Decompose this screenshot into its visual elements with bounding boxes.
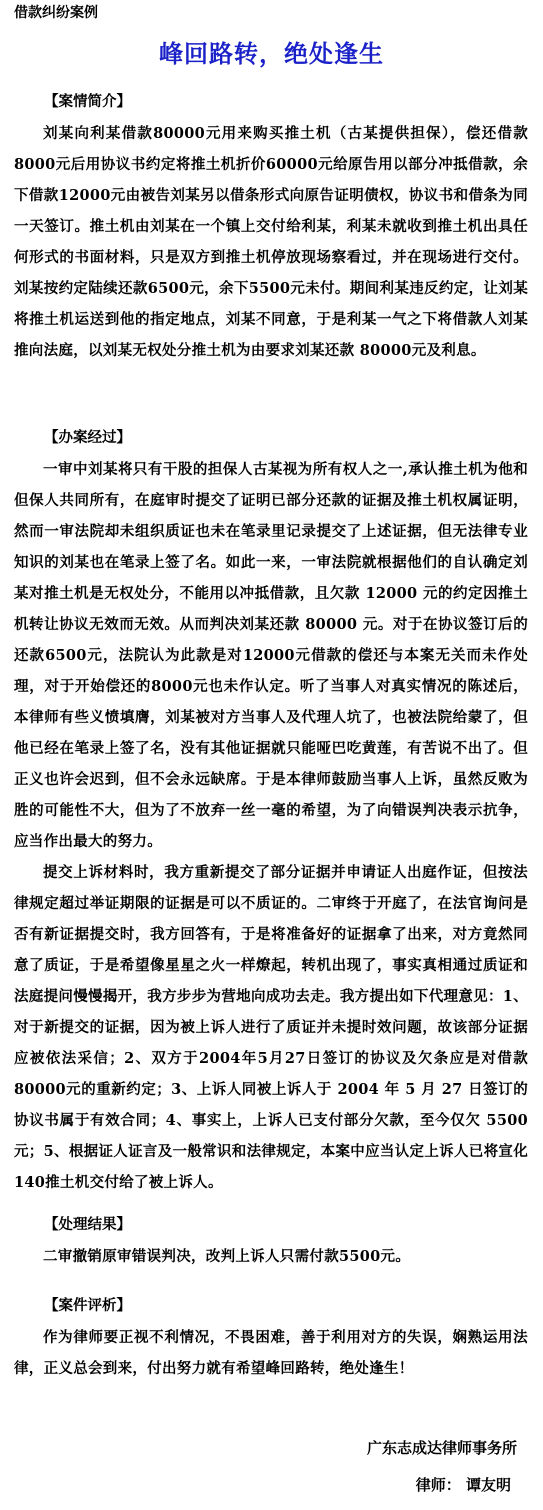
signature-lawyer: 律师： 谭友明 (415, 1476, 511, 1494)
section-paragraph: 提交上诉材料时，我方重新提交了部分证据并申请证人出庭作证，但按法律规定超过举证期限的证据是可以不质证的。二审终于开庭了，在法官询问是否有新证据提交时，我方回答有，于是将准备好的证据拿了出来，对方竟然同意了质证，于是希望像星星之火一样燎起，转机出现了，事实真相通过质证和法庭提问慢慢揭开，我方步步为营地向成功去走。我方提出如下代理意见：1、对于新提交的证据，因为被上诉人进行了质证并未提时效问题，故该部分证据应被依法采信；2、双方于2004年5月27日签订的协议及欠条应是对借款80000元的重新约定；3、上诉人同被上诉人于 2004 年 5 月 27 日签订的协议书属于有效合同；4、事实上，上诉人已支付部分欠款，至今仅欠 5500 元；5、根据证人证言及一般常识和法律规定，本案中应当认定上诉人已将宣化140推土机交付给了被上诉人。 (14, 864, 528, 1191)
section-heading: 【处理结果】 (44, 1216, 131, 1233)
section-analysis (14, 1290, 528, 1384)
section-result (14, 1209, 528, 1272)
section-case-process (14, 422, 528, 1198)
section-paragraph: 二审撤销原审错误判决，改判上诉人只需付款5500元。 (43, 1248, 411, 1265)
section-heading: 【办案经过】 (44, 429, 131, 446)
section-heading: 【案件评析】 (44, 1297, 131, 1314)
document-category: 借款纠纷案例 (14, 5, 98, 21)
section-paragraph: 一审中刘某将只有干股的担保人古某视为所有权人之一,承认推土机为他和但保人共同所有，在庭审时提交了证明已部分还款的证据及推土机权属证明，然而一审法院却未组织质证也未在笔录里记录提交了上述证据，但无法律专业知识的刘某也在笔录上签了名。如此一来，一审法院就根据他们的自认确定刘某对推土机是无权处分，不能用以冲抵借款，且欠款 12000 元的约定因推土机转让协议无效而无效。从而判决刘某还款 80000 元。对于在协议签订后的还款6500元，法院认为此款是对12000元借款的偿还与本案无关而未作处理，对于开始偿还的8000元也未作认定。听了当事人对真实情况的陈述后，本律师有些义愤填膺，刘某被对方当事人及代理人坑了，也被法院给蒙了，但他已经在笔录上签了名，没有其他证据就只能哑巴吃黄莲，有苦说不出了。但正义也许会迟到，但不会永远缺席。于是本律师鼓励当事人上诉，虽然反败为胜的可能性不大，但为了不放弃一丝一毫的希望，为了向错误判决表示抗争，应当作出最大的努力。 (14, 461, 528, 850)
section-paragraph: 作为律师要正视不利情况，不畏困难，善于利用对方的失误，娴熟运用法律，正义总会到来，付出努力就有希望峰回路转，绝处逢生！ (14, 1329, 528, 1377)
signature-firm: 广东志成达律师事务所 (366, 1439, 517, 1457)
section-case-summary (14, 86, 528, 366)
section-heading: 【案情简介】 (44, 93, 131, 110)
document-title: 峰回路转，绝处逢生 (159, 39, 384, 68)
section-paragraph: 刘某向利某借款80000元用来购买推土机（古某提供担保），偿还借款8000元后用协议书约定将推土机折价60000元给原告用以部分冲抵借款，余下借款12000元由被告刘某另以借条形式向原告证明债权，协议书和借条为同一天签订。推土机由刘某在一个镇上交付给利某，利某未就收到推土机出具任何形式的书面材料，只是双方到推土机停放现场察看过，并在现场进行交付。刘某按约定陆续还款6500元，余下5500元未付。期间利某违反约定，让刘某将推土机运送到他的指定地点，刘某不同意，于是利某一气之下将借款人刘某推向法庭，以刘某无权处分推土机为由要求刘某还款 80000元及利息。 (14, 125, 528, 359)
